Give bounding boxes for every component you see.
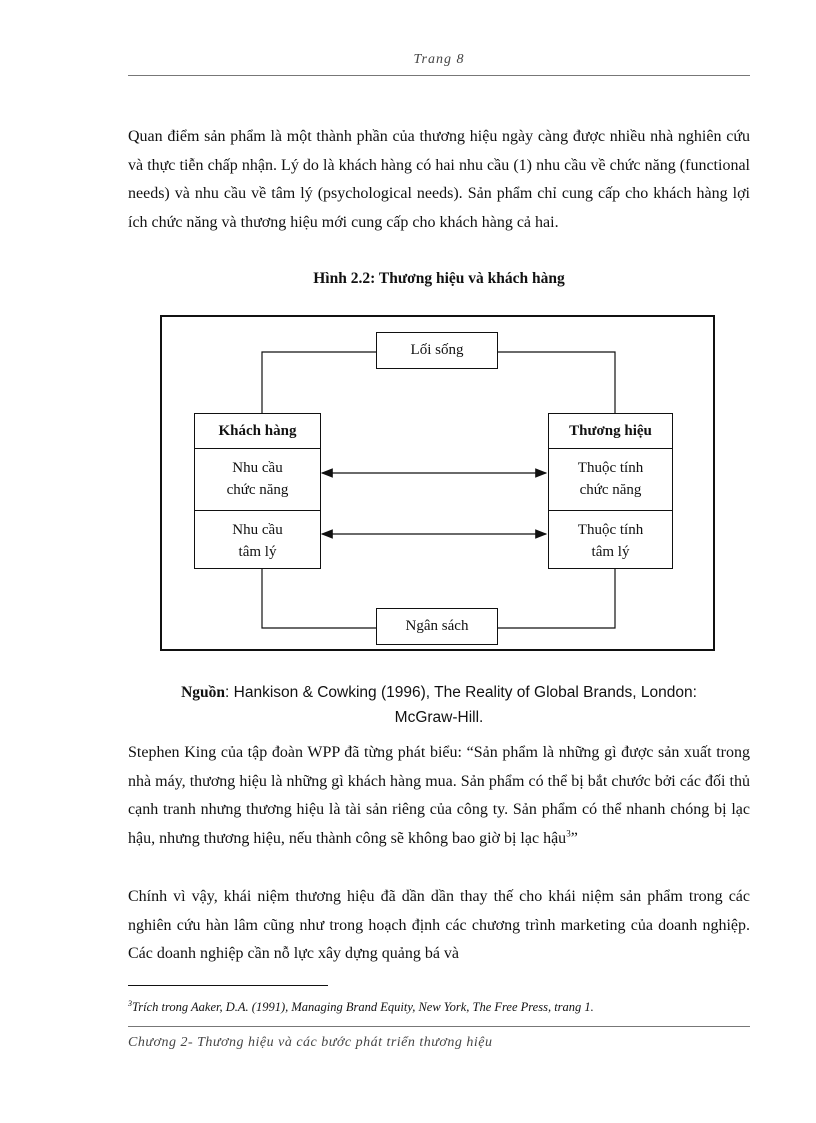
brand-header: Thương hiệu <box>569 423 652 439</box>
paragraph-1: Quan điểm sản phẩm là một thành phần của thương hiệu ngày càng được nhiều nhà nghiên cứu và thực tiễn chấp nhận. Lý do là khách hàng có hai nhu cầu (1) nhu cầu về chức năng (functional needs) và nhu cầu về tâm lý (psychological needs). Sản phẩm chỉ cung cấp cho khách hàng lợi ích chức năng và thương hiệu mới cung cấp cho khách hàng cả hai. <box>128 128 750 231</box>
cell-line: Nhu cầu <box>232 522 283 538</box>
source-text-line1: : Hankison & Cowking (1996), The Reality of Global Brands, London: <box>225 684 697 701</box>
footnote-divider <box>128 985 328 986</box>
cell-line: Thuộc tính <box>577 460 644 476</box>
source-text-line2: McGraw-Hill. <box>394 709 484 726</box>
paragraph-3: Chính vì vậy, khái niệm thương hiệu đã dần dần thay thế cho khái niệm sản phẩm trong các nghiên cứu hàn lâm cũng như trong hoạch định các chương trình marketing của doanh nghiệp. Các doanh nghiệp cần nỗ lực xây dựng quảng bá và <box>128 888 750 962</box>
footnote <box>128 1000 750 1015</box>
paragraph-2-text: Stephen King của tập đoàn WPP đã từng phát biểu: “Sản phẩm là những gì được sản xuất trong nhà máy, thương hiệu là những gì khách hàng mua. Sản phẩm có thể bị bắt chước bởi các đối thủ cạnh tranh nhưng thương hiệu là tài sản riêng của công ty. Sản phẩm có thể nhanh chóng bị lạc hậu, nhưng thương hiệu, nếu thành công sẽ không bao giờ bị lạc hậu <box>128 744 750 847</box>
paragraph-2 <box>128 739 750 853</box>
customer-functional-needs <box>195 448 320 510</box>
footnote-reference: 3 <box>566 828 571 839</box>
cell-line: chức năng <box>226 482 289 498</box>
header-divider <box>128 75 750 76</box>
top-right-connector <box>498 352 615 413</box>
bottom-right-connector <box>498 567 615 628</box>
page-header: Trang 8 <box>413 52 465 67</box>
source-label: Nguồn <box>181 684 226 701</box>
customer-header: Khách hàng <box>218 423 297 439</box>
cell-line: chức năng <box>579 482 642 498</box>
cell-line: tâm lý <box>238 544 277 560</box>
footnote-text: Trích trong Aaker, D.A. (1991), Managing Brand Equity, New York, The Free Press, trang 1. <box>132 1000 594 1014</box>
figure-frame <box>160 315 715 651</box>
brand-column <box>548 413 673 569</box>
cell-line: tâm lý <box>591 544 630 560</box>
figure-source <box>128 680 750 730</box>
budget-box: Ngân sách <box>376 608 498 645</box>
lifestyle-box: Lối sống <box>376 332 498 369</box>
closing-quote: ” <box>570 829 578 847</box>
cell-line: Thuộc tính <box>577 522 644 538</box>
cell-line: Nhu cầu <box>232 460 283 476</box>
customer-psychological-needs <box>195 510 320 572</box>
figure-title: Hình 2.2: Thương hiệu và khách hàng <box>313 270 565 287</box>
customer-column <box>194 413 321 569</box>
footnote-mark: 3 <box>128 998 132 1008</box>
bottom-left-connector <box>262 567 376 628</box>
brand-functional-attributes <box>549 448 672 510</box>
brand-psychological-attributes <box>549 510 672 572</box>
footer-divider <box>128 1026 750 1027</box>
page-footer: Chương 2- Thương hiệu và các bước phát triển thương hiệu <box>128 1035 493 1050</box>
top-left-connector <box>262 352 376 413</box>
